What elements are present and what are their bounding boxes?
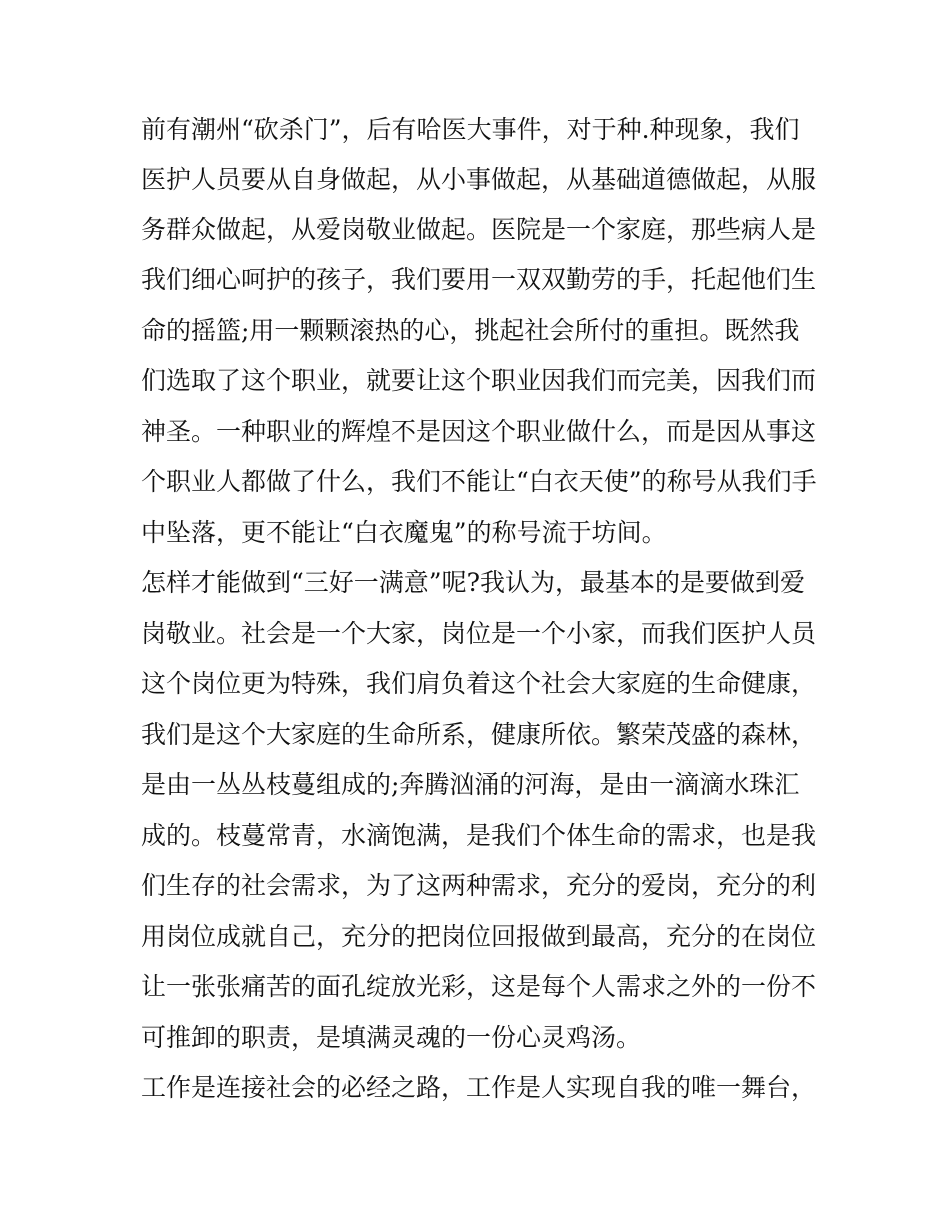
text-line: 让一张张痛苦的面孔绽放光彩，这是每个人需求之外的一份不 <box>141 972 817 1001</box>
text-line: 可推卸的职责，是填满灵魂的一份心灵鸡汤。 <box>141 1023 642 1052</box>
text-line: 工作是连接社会的必经之路，工作是人实现自我的唯一舞台， <box>141 1073 817 1102</box>
text-line: 前有潮州“砍杀门”，后有哈医大事件，对于种.种现象，我们 <box>141 115 800 144</box>
text-line: 们生存的社会需求，为了这两种需求，充分的爱岗，充分的利 <box>141 871 817 900</box>
text-line: 个职业人都做了什么，我们不能让“白衣天使”的称号从我们手 <box>141 467 817 496</box>
text-line: 我们是这个大家庭的生命所系，健康所依。繁荣茂盛的森林， <box>141 720 817 749</box>
text-line: 岗敬业。社会是一个大家，岗位是一个小家，而我们医护人员 <box>141 619 817 648</box>
text-line: 用岗位成就自己，充分的把岗位回报做到最高，充分的在岗位 <box>141 922 817 951</box>
text-line: 神圣。一种职业的辉煌不是因这个职业做什么，而是因从事这 <box>141 417 817 446</box>
text-line: 命的摇篮;用一颗颗滚热的心，挑起社会所付的重担。既然我 <box>141 316 800 345</box>
text-line: 医护人员要从自身做起，从小事做起，从基础道德做起，从服 <box>141 165 817 194</box>
text-line: 我们细心呵护的孩子，我们要用一双双勤劳的手，托起他们生 <box>141 265 817 294</box>
text-line: 中坠落，更不能让“白衣魔鬼”的称号流于坊间。 <box>141 518 667 547</box>
text-line: 怎样才能做到“三好一满意”呢?我认为，最基本的是要做到爱 <box>141 568 805 597</box>
text-line: 成的。枝蔓常青，水滴饱满，是我们个体生命的需求，也是我 <box>141 821 817 850</box>
text-line: 务群众做起，从爱岗敬业做起。医院是一个家庭，那些病人是 <box>141 215 817 244</box>
text-line: 们选取了这个职业，就要让这个职业因我们而完美，因我们而 <box>141 366 817 395</box>
text-line: 这个岗位更为特殊，我们肩负着这个社会大家庭的生命健康， <box>141 669 817 698</box>
text-line: 是由一丛丛枝蔓组成的;奔腾汹涌的河海，是由一滴滴水珠汇 <box>141 770 800 799</box>
